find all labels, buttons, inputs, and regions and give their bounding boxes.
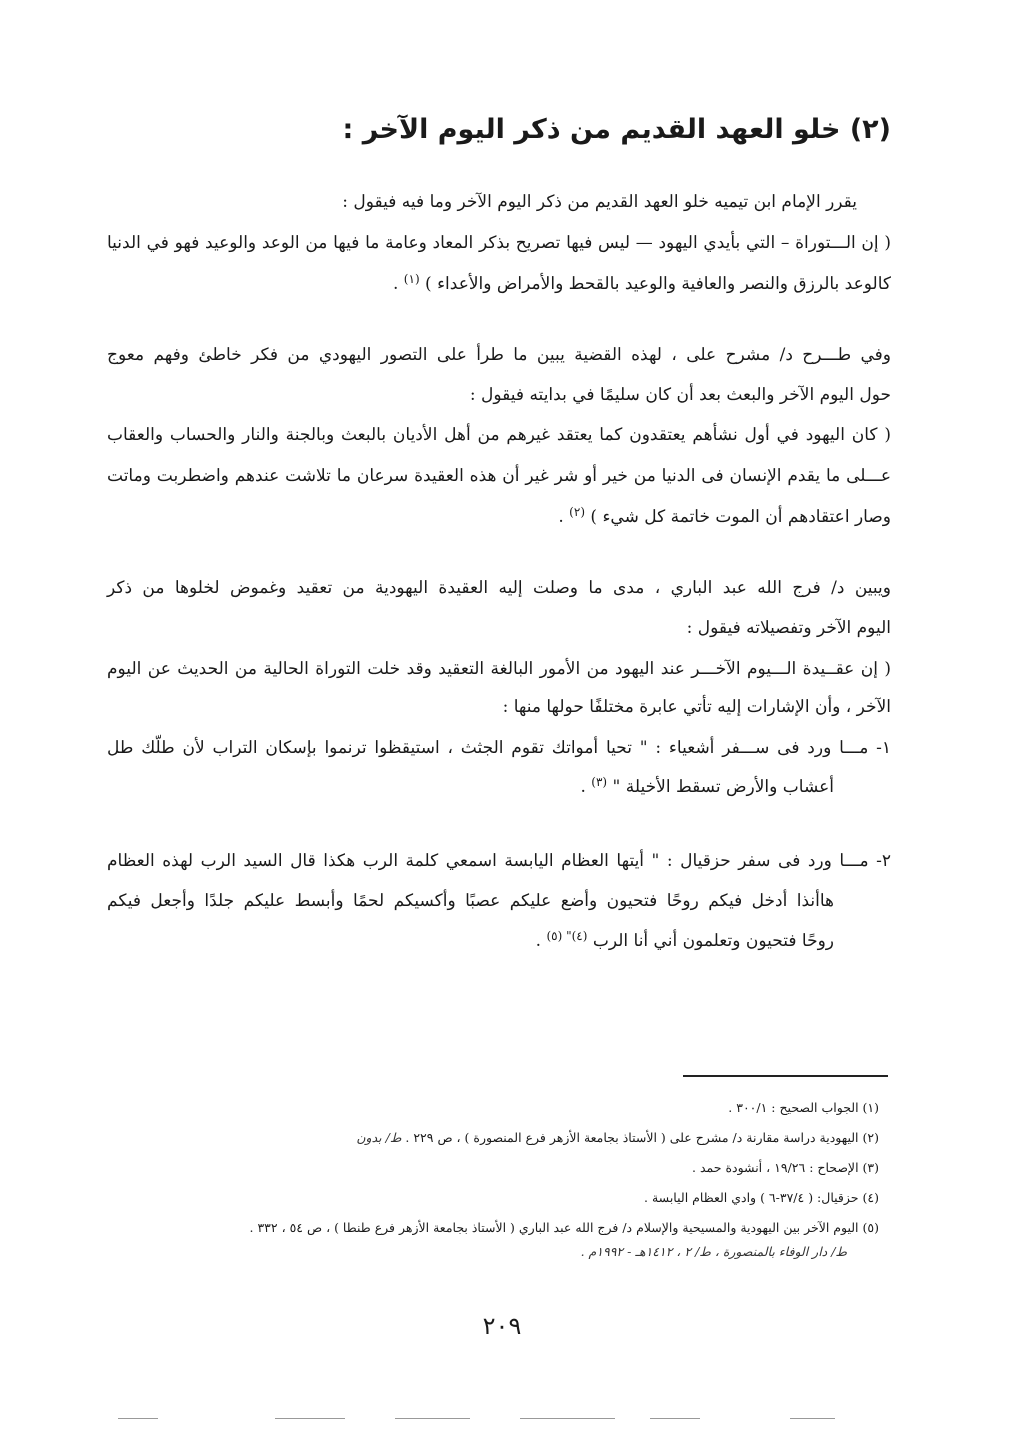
- handwritten-note-5: ط/ دار الوفاء بالمنصورة ، ط/ ٢ ، ١٤١٢هـ - ١٩٩٢م .: [580, 1244, 847, 1259]
- scan-artifact-line: [520, 1418, 615, 1419]
- scan-artifact-line: [275, 1418, 345, 1419]
- para3-line3: ( إن عقــيدة الـــيوم الآخـــر عند اليهود من الأمور البالغة التعقيد وقد خلت التوراة الحالية من الحديث عن اليوم: [107, 659, 892, 679]
- footnote-ref-1: (١): [403, 272, 420, 286]
- footnote-separator: [683, 1075, 888, 1077]
- item2-line2: هاأنذا أدخل فيكم روحًا فتحيون وأضع عليكم عصبًا وأكسيكم لحمًا وأبسط عليكم جلدًا وأجعل فيكم: [107, 891, 834, 911]
- para2-tail: .: [558, 507, 564, 527]
- footnote-3: (٣) الإصحاح : ١٩/٢٦ ، أنشودة حمد .: [692, 1160, 879, 1175]
- para3-line4: الآخر ، وأن الإشارات إليه تأتي عابرة مختلفًا حولها منها :: [502, 697, 891, 717]
- footnote-1: (١) الجواب الصحيح : ٣٠٠/١ .: [728, 1100, 879, 1115]
- para2-line5: [107, 503, 891, 532]
- para3-line1: ويبين د/ فرج الله عبد الباري ، مدى ما وصلت إليه العقيدة اليهودية من تعقيد وغموض لخلوها من ذكر: [107, 578, 891, 598]
- para2-line2: حول اليوم الآخر والبعث بعد أن كان سليمًا في بدايته فيقول :: [469, 385, 891, 405]
- footnote-5: (٥) اليوم الآخر بين اليهودية والمسيحية والإسلام د/ فرج الله عبد الباري ( الأستاذ بجامعة الأزهر فرع طنطا ) ، ص ٥٤ ، ٣٣٢ .: [249, 1220, 879, 1235]
- item1-line2: [107, 773, 834, 802]
- heading-title: خلو العهد القديم من ذكر اليوم الآخر :: [342, 114, 841, 145]
- item1-tail: .: [580, 777, 586, 797]
- scan-artifact-line: [395, 1418, 470, 1419]
- footnote-2-text: (٢) اليهودية دراسة مقارنة د/ مشرح على ( الأستاذ بجامعة الأزهر فرع المنصورة ) ، ص ٢٢٩ .: [405, 1130, 879, 1145]
- para2-line1: وفي طـــرح د/ مشرح على ، لهذه القضية يبين ما طرأ على التصور اليهودي من فكر خاطئ وفهم معوج: [107, 345, 891, 365]
- footnote-ref-4-5: (٤)" (٥): [546, 929, 588, 943]
- section-heading: [343, 114, 891, 145]
- item2-line1: ٢- مـــا ورد فى سفر حزقيال : " أيتها العظام اليابسة اسمعي كلمة الرب هكذا قال السيد الرب لهذه العظام: [107, 851, 891, 871]
- item2-line3-text: روحًا فتحيون وتعلمون أني أنا الرب: [592, 931, 834, 951]
- para1-tail: .: [392, 274, 399, 294]
- scan-artifact-line: [650, 1418, 700, 1419]
- para1-line1: يقرر الإمام ابن تيميه خلو العهد القديم من ذكر اليوم الآخر وما فيه فيقول :: [342, 192, 857, 212]
- footnote-2: [356, 1129, 879, 1147]
- para2-line3: ( كان اليهود في أول نشأهم يعتقدون كما يعتقد غيرهم من أهل الأديان بالبعث وبالجنة والنار والحساب والعقاب: [107, 425, 891, 445]
- para3-line2: اليوم الآخر وتفصيلاته فيقول :: [686, 618, 891, 638]
- handwritten-note-2: ط/ بدون: [356, 1130, 402, 1145]
- heading-number: (٢): [849, 114, 891, 145]
- item2-line3: [107, 927, 834, 956]
- item2-tail: .: [535, 931, 542, 951]
- item1-line2-text: أعشاب والأرض تسقط الأخيلة ": [612, 777, 834, 797]
- para2-line5-text: وصار اعتقادهم أن الموت خاتمة كل شيء ): [590, 507, 891, 527]
- para1-line3-text: كالوعد بالرزق والنصر والعافية والوعيد بالقحط والأمراض والأعداء ): [425, 274, 891, 294]
- footnote-4: (٤) حزقيال: ( ٣٧/٤-٦ ) وادي العظام اليابسة .: [644, 1190, 879, 1205]
- item1-line1: ١- مـــا ورد فى ســـفر أشعياء : " تحيا أمواتك تقوم الجثث ، استيقظوا ترنموا بإسكان التراب لأن طلّك طل: [107, 738, 891, 758]
- footnote-ref-3: (٣): [591, 775, 608, 789]
- para1-line2: ( إن الـــتوراة – التي بأيدي اليهود — ليس فيها تصريح بذكر المعاد وعامة ما فيها من الوعد والوعيد فهو في الدنيا: [107, 233, 891, 253]
- para1-line3: [107, 270, 891, 299]
- page-number: ٢٠٩: [482, 1312, 522, 1340]
- scan-artifact-line: [790, 1418, 835, 1419]
- para2-line4: عـــلى ما يقدم الإنسان فى الدنيا من خير أو شر غير أن هذه العقيدة سرعان ما تلاشت عندهم واضطربت وماتت: [107, 466, 891, 486]
- footnote-ref-2: (٢): [569, 505, 585, 519]
- scan-artifact-line: [118, 1418, 158, 1419]
